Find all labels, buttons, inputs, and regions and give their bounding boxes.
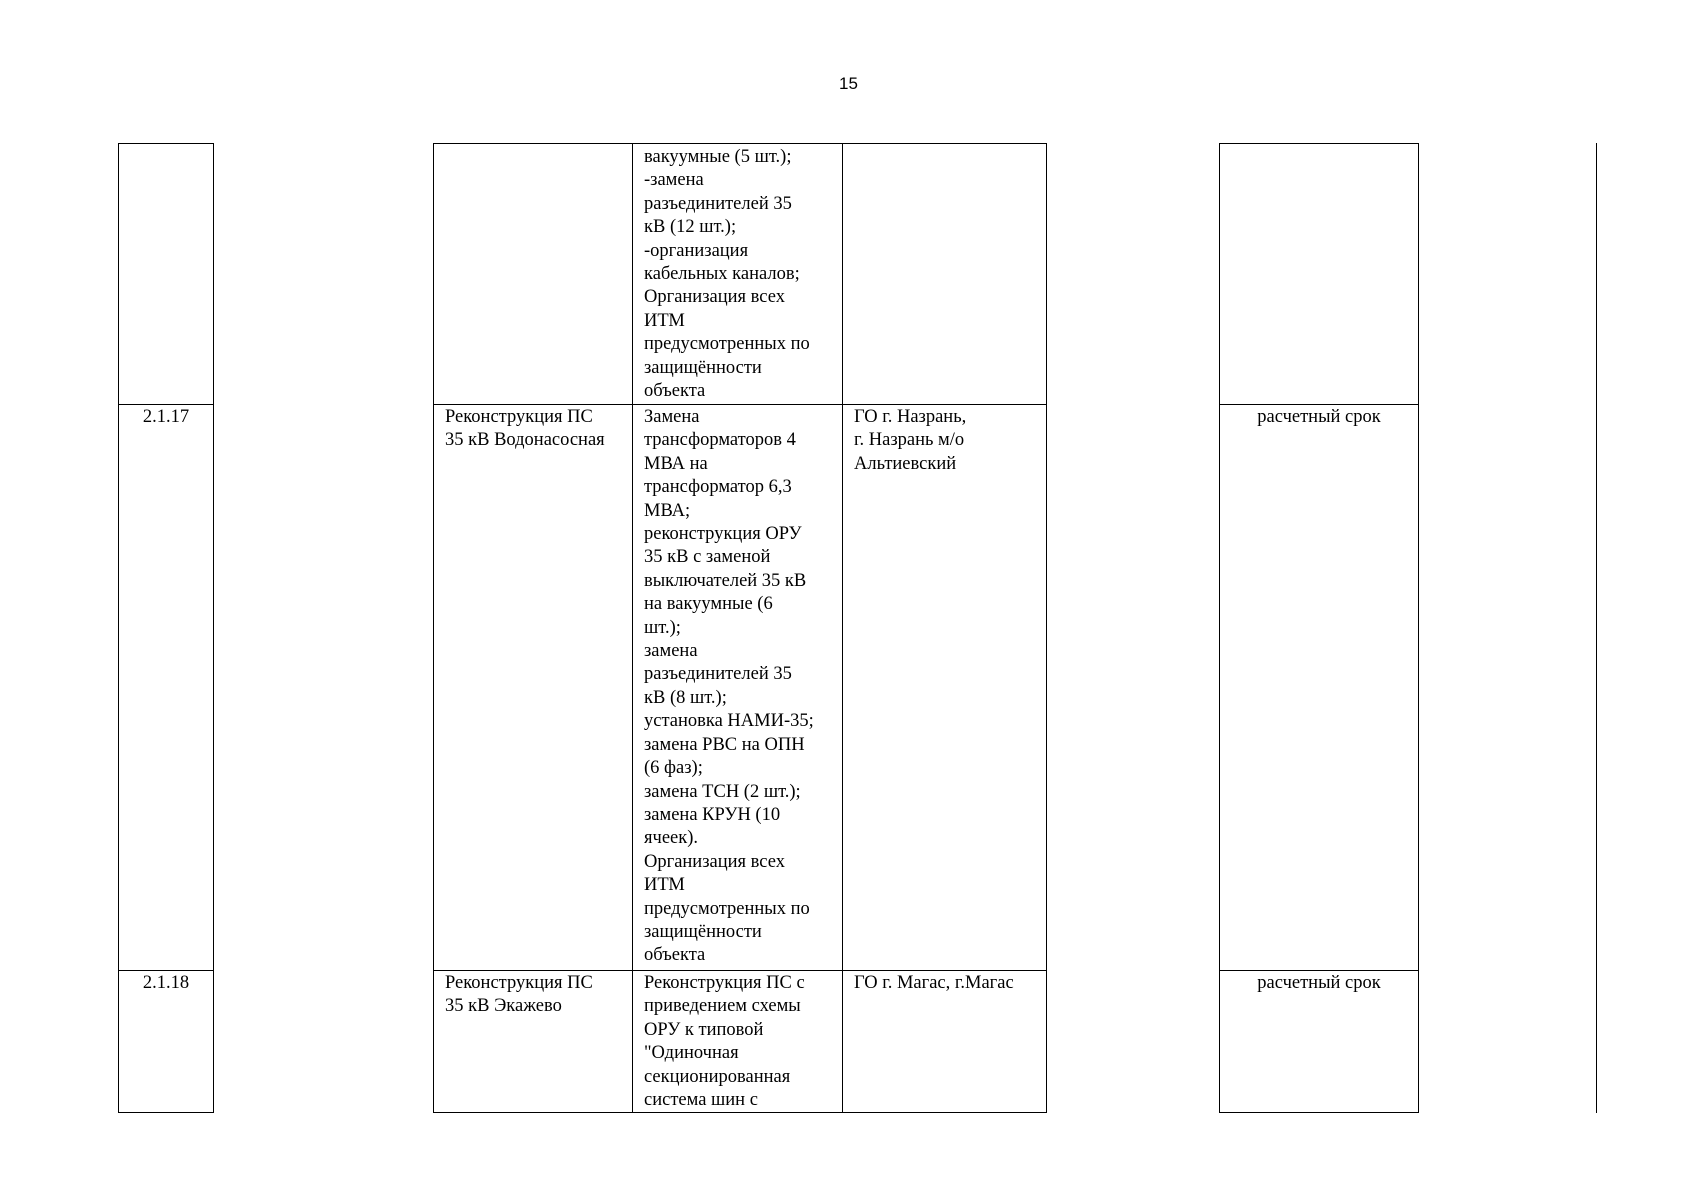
table-column-term [1219, 143, 1419, 1113]
page-edge-line [1596, 143, 1597, 1113]
row-divider [1219, 404, 1419, 405]
row-divider [118, 970, 214, 971]
row-number: 2.1.17 [142, 407, 190, 427]
object-name: Реконструкция ПС 35 кВ Экажево [445, 973, 593, 1017]
row-divider [433, 970, 1047, 971]
table-row-continuation-works: вакуумные (5 шт.); -замена разъединителей 35 кВ (12 шт.); -организация кабельных каналов; Организация всех ИТМ предусмотренных по защищённости объекта [644, 147, 810, 402]
works-description: Реконструкция ПС с приведением схемы ОРУ к типовой "Одиночная секционированная система шин с [644, 973, 805, 1111]
table-column-number [118, 143, 214, 1113]
works-description: Замена трансформаторов 4 МВА на трансформатор 6,3 МВА; реконструкция ОРУ 35 кВ с заменой выключателей 35 кВ на вакуумные (6 шт.); замена разъединителей 35 кВ (8 шт.); установка НАМИ-35; замена РВС на ОПН (6 фаз); замена ТСН (2 шт.); замена КРУН (10 ячеек). Организация всех ИТМ предусмотренных по защищённости объекта [644, 407, 814, 966]
location: ГО г. Магас, г.Магас [854, 973, 1014, 993]
term: расчетный срок [1257, 407, 1381, 427]
location: ГО г. Назрань, г. Назрань м/о Альтиевский [854, 407, 967, 474]
row-divider [433, 404, 1047, 405]
row-number: 2.1.18 [142, 973, 190, 993]
column-divider [842, 143, 843, 1113]
row-divider [1219, 970, 1419, 971]
row-divider [118, 404, 214, 405]
object-name: Реконструкция ПС 35 кВ Водонасосная [445, 407, 605, 451]
page-number: 15 [839, 74, 858, 93]
term: расчетный срок [1257, 973, 1381, 993]
column-divider [632, 143, 633, 1113]
